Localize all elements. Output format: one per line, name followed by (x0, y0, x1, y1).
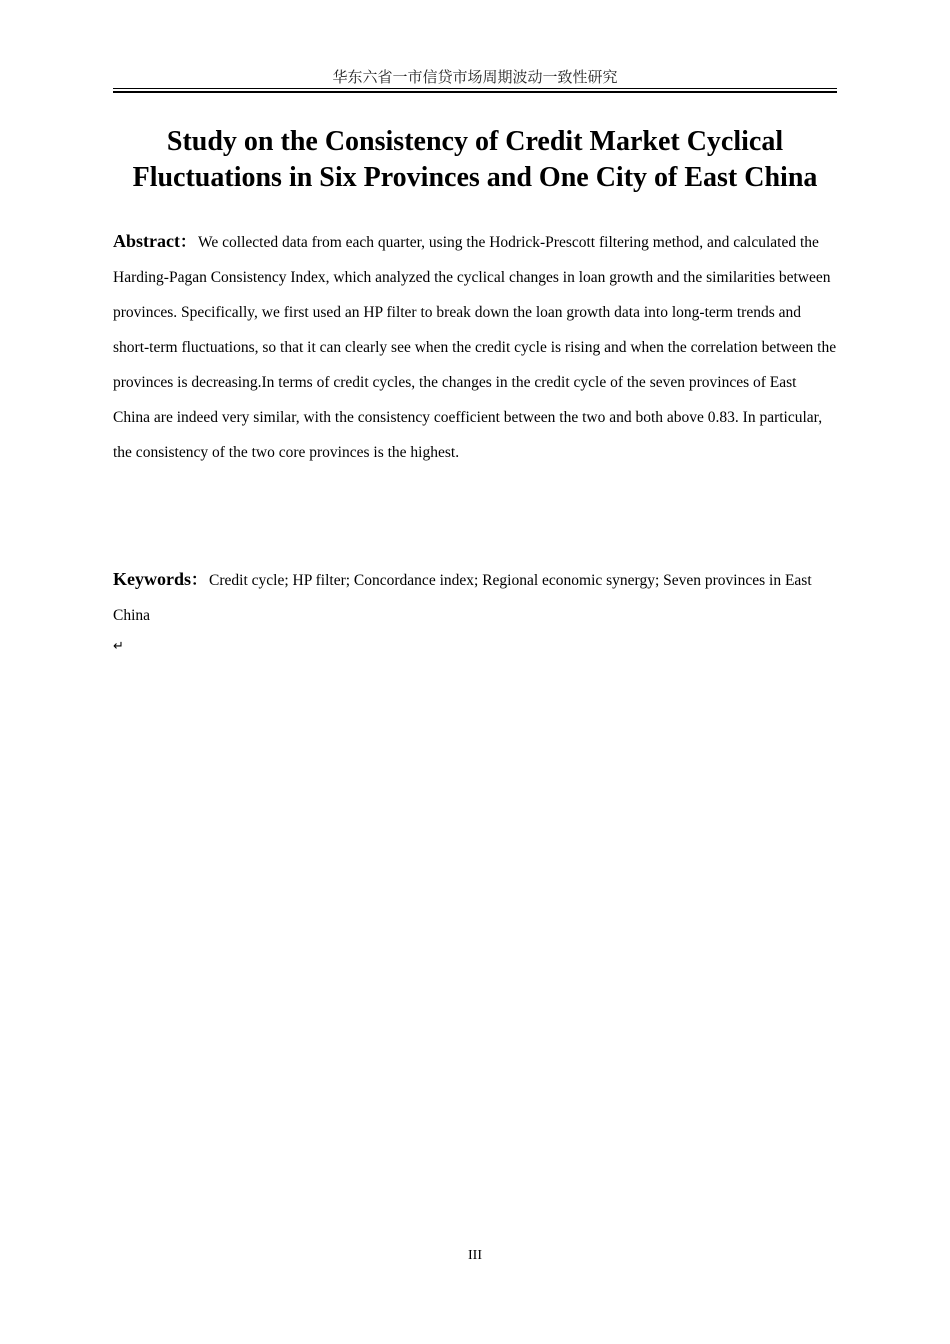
header-rule-thin (113, 88, 837, 89)
abstract-colon: ： (179, 234, 196, 251)
keywords-text: Credit cycle; HP filter; Concordance index; Regional economic synergy; Seven provinces in East China (113, 572, 812, 624)
paper-title (113, 124, 837, 196)
keywords-colon: ： (191, 572, 208, 589)
keywords-paragraph (113, 562, 837, 633)
paragraph-return-mark: ↵ (113, 639, 124, 654)
header-rule-thick (113, 91, 837, 93)
running-header: 华东六省一市信贷市场周期波动一致性研究 (332, 68, 618, 86)
paper-title-line-1: Study on the Consistency of Credit Market Cyclical (166, 126, 784, 157)
keywords-label: Keywords (113, 569, 191, 589)
abstract-text: We collected data from each quarter, using the Hodrick-Prescott filtering method, and calculated the Harding-Pagan Consistency Index, which analyzed the cyclical changes in loan growth and the similarities between provinces. Specifically, we first used an HP filter to break down the loan growth data into long-term trends and short-term fluctuations, so that it can clearly see when the credit cycle is rising and when the correlation between the provinces is decreasing.In terms of credit cycles, the changes in the credit cycle of the seven provinces of East China are indeed very similar, with the consistency coefficient between the two and both above 0.83. In particular, the consistency of the two core provinces is the highest. (113, 234, 837, 461)
abstract-label: Abstract (113, 231, 180, 251)
abstract-paragraph (113, 224, 837, 470)
paper-title-line-2: Fluctuations in Six Provinces and One City of East China (132, 162, 818, 193)
page-number: III (468, 1248, 482, 1263)
